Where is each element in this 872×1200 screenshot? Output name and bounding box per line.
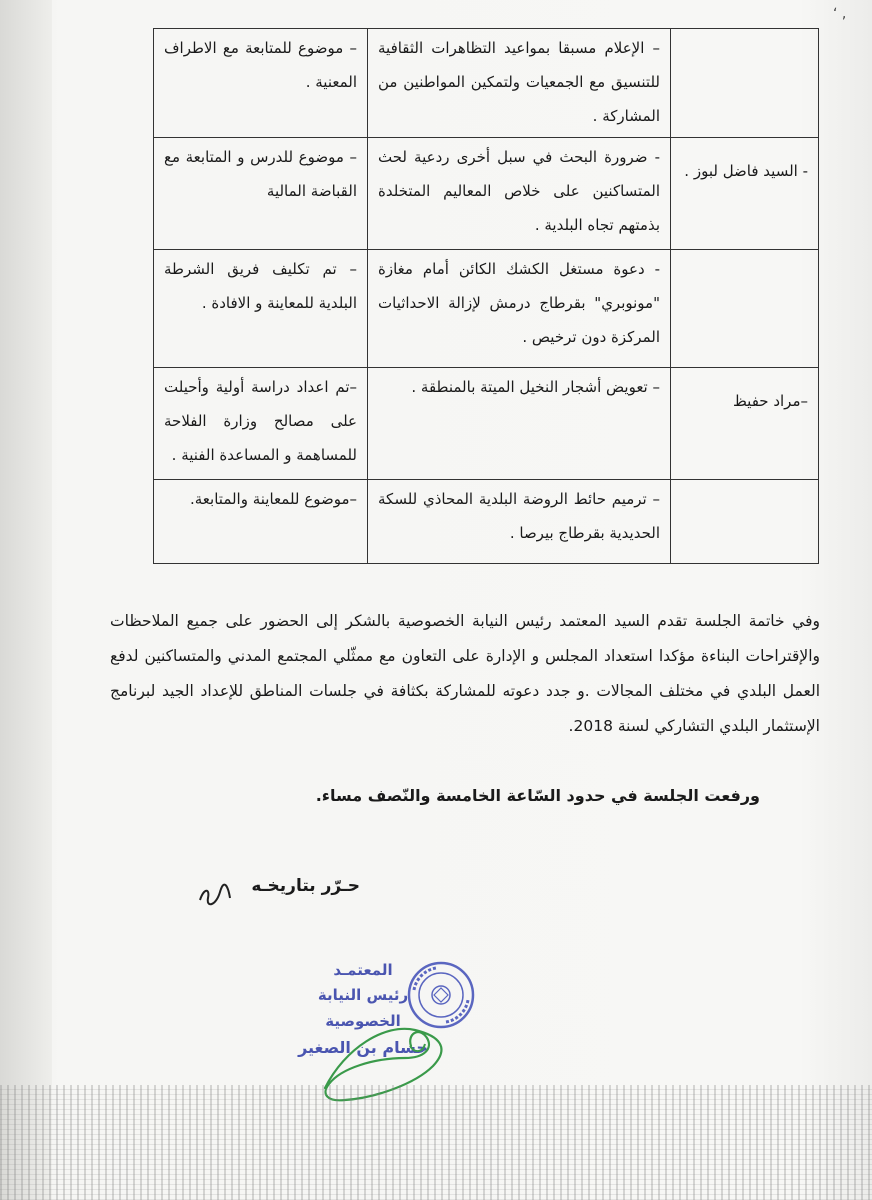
table-row <box>154 368 819 480</box>
person-cell <box>671 29 819 138</box>
action-cell: –تم اعداد دراسة أولية وأحيلت على مصالح وزارة الفلاحة للمساهمة و المساعدة الفنية . <box>154 368 368 480</box>
item-cell: - ضرورة البحث في سبل أخرى ردعية لحث المتساكنين على خلاص المعاليم المتخلدة بذمتهم تجاه البلدية . <box>368 138 671 250</box>
item-cell: – تعويض أشجار النخيل الميتة بالمنطقة . <box>368 368 671 480</box>
scan-artifact-bottom <box>0 1085 872 1200</box>
action-cell: – تم تكليف فريق الشرطة البلدية للمعاينة و الافادة . <box>154 250 368 368</box>
action-cell: – موضوع للدرس و المتابعة مع القباضة المالية <box>154 138 368 250</box>
corner-mark: ʻ , <box>833 6 847 22</box>
date-scribble <box>196 880 236 910</box>
closing-paragraph: وفي خاتمة الجلسة تقدم السيد المعتمد رئيس النيابة الخصوصية بالشكر إلى الحضور على جميع الملاحظات والإقتراحات البناءة مؤكدا استعداد المجلس و الإدارة على التعاون مع ممثّلي المجتمع المدني والمتساكنين لدفع العمل البلدي في مختلف المجالات .و جدد دعوته للمشاركة بكثافة في جلسات المناطق للإعداد الجيد لبرنامج الإستثمار البلدي التشاركي لسنة 2018. <box>110 612 820 735</box>
person-cell: - السيد فاضل لبوز . <box>671 138 819 250</box>
table-row <box>154 138 819 250</box>
scan-edge-shadow <box>0 0 52 1200</box>
item-cell: – ترميم حائط الروضة البلدية المحاذي للسكة الحديدية بقرطاج بيرصا . <box>368 480 671 564</box>
stamp-role: رئيس النيابة الخصوصية <box>317 986 409 1030</box>
person-cell <box>671 480 819 564</box>
action-cell: – موضوع للمتابعة مع الاطراف المعنية . <box>154 29 368 138</box>
table-row <box>154 29 819 138</box>
adjournment-line: ورفعت الجلسة في حدود السّاعة الخامسة والنّصف مساء. <box>315 786 760 805</box>
action-cell: –موضوع للمعاينة والمتابعة. <box>154 480 368 564</box>
stamp-title: المعتمـد <box>333 961 393 979</box>
signed-at-label: حـرّر بتاريخـه <box>251 876 360 896</box>
stamp-name: حسام بن الصغير <box>298 1038 428 1057</box>
table-row <box>154 250 819 368</box>
item-cell: – الإعلام مسبقا بمواعيد التظاهرات الثقافية للتنسيق مع الجمعيات ولتمكين المواطنين من المشاركة . <box>368 29 671 138</box>
person-cell <box>671 250 819 368</box>
item-cell: - دعوة مستغل الكشك الكائن أمام مغازة "مونوبري" بقرطاج درمش لإزالة الاحداثيات المركزة دون ترخيص . <box>368 250 671 368</box>
table-row <box>154 480 819 564</box>
person-cell: –مراد حفيظ <box>671 368 819 480</box>
minutes-table <box>153 28 819 564</box>
